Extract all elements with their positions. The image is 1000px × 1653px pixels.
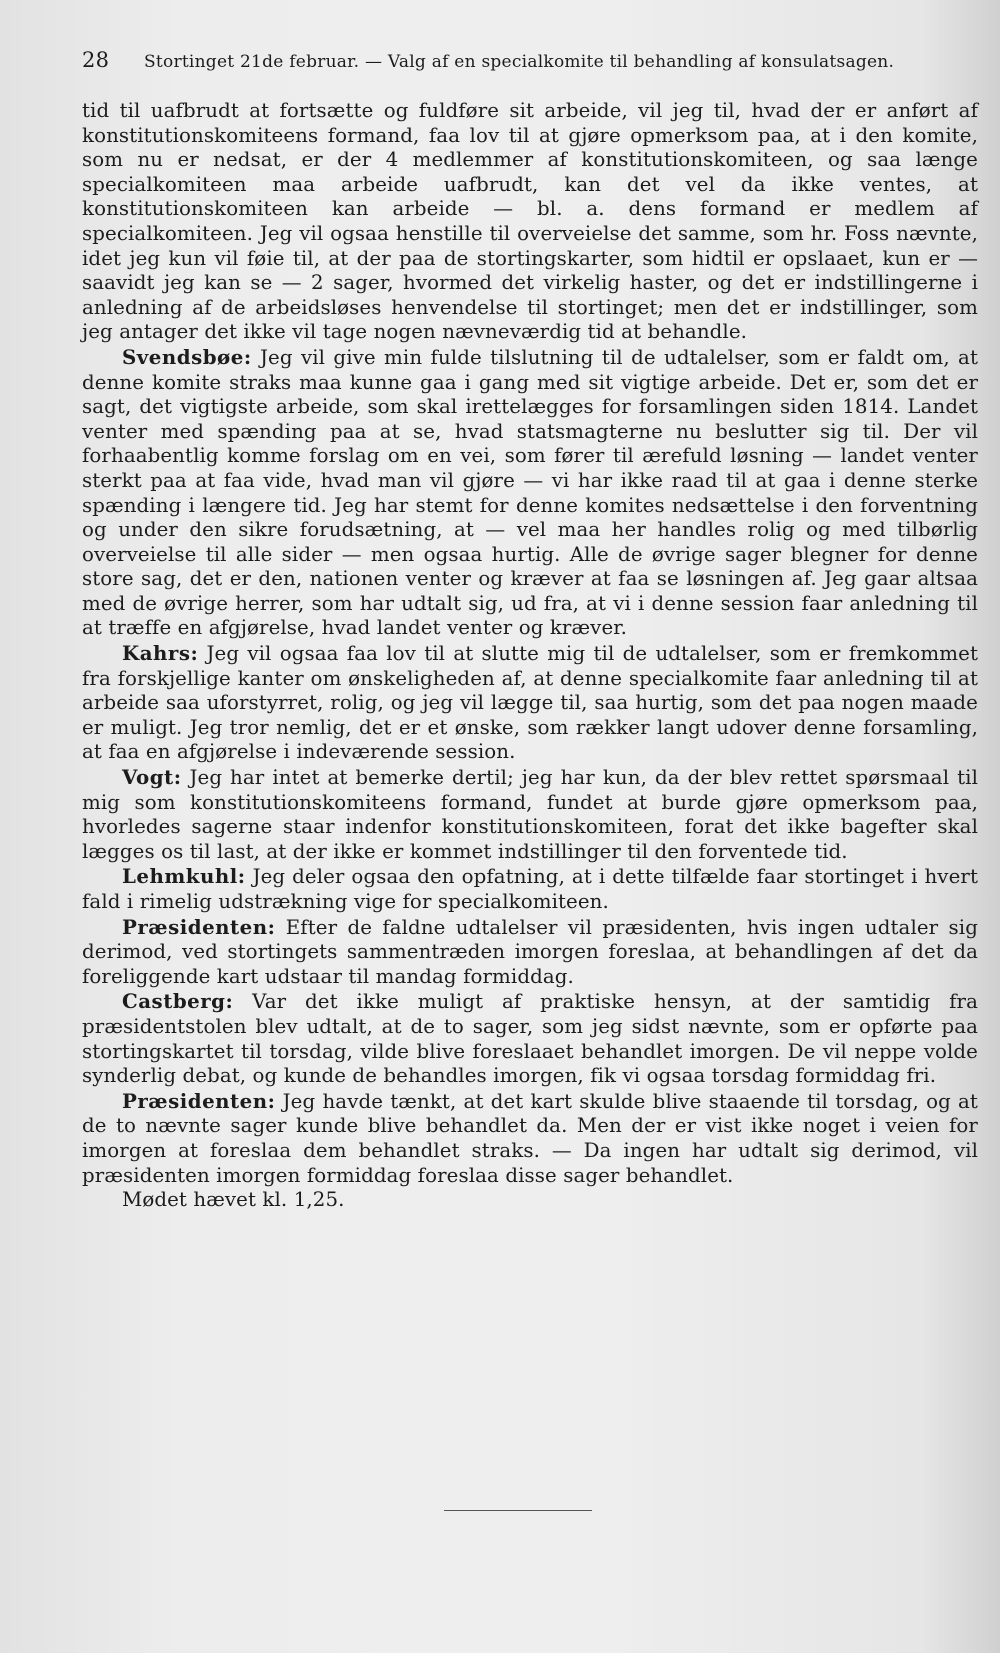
- speaker-name: Præsidenten:: [122, 914, 276, 939]
- paragraph-continued: [82, 99, 978, 345]
- end-rule: [444, 1510, 592, 1511]
- speaker-name: Castberg:: [122, 989, 234, 1014]
- speaker-name: Svendsbøe:: [122, 344, 252, 369]
- running-header: [82, 48, 972, 72]
- speech-text: Jeg havde tænkt, at det kart skulde blive staaende til torsdag, og at de to nævnte sager kunde blive behandlet da. Men der er vist ikke noget i veien for imorgen at foreslaa dem behandlet straks. — Da ingen har udtalt sig derimod, vil præsidenten imorgen formiddag foreslaa disse sager behandlet.: [82, 1089, 978, 1187]
- speech-praesidenten-1: [82, 915, 978, 990]
- closing-line: [82, 1188, 978, 1213]
- paragraph-text: tid til uafbrudt at fortsætte og fuldføre sit arbeide, vil jeg til, hvad der er anført af konstitutionskomiteens formand, faa lov til at gjøre opmerksom paa, at i den komite, som nu er nedsat, er der 4 medlemmer af konstitutionskomiteen, og saa længe specialkomiteen maa arbeide uafbrudt, kan det vel da ikke ventes, at konstitutionskomiteen kan arbeide — bl. a. dens formand er medlem af specialkomiteen. Jeg vil ogsaa henstille til overveielse det samme, som hr. Foss nævnte, idet jeg kun vil føie til, at der paa de stortingskarter, som hidtil er opslaaet, kun er — saavidt jeg kan se — 2 sager, hvormed det virkelig haster, og det er indstillingerne i anledning af de arbeidsløses henvendelse til stortinget; men det er indstillinger, som jeg antager det ikke vil tage nogen nævneværdig tid at behandle.: [82, 99, 978, 344]
- speech-kahrs: [82, 641, 978, 765]
- speech-text: Jeg har intet at bemerke dertil; jeg har kun, da der blev rettet spørsmaal til mig som konstitutionskomiteens formand, fundet at burde gjøre opmerksom paa, hvorledes sagerne staar indenfor konstitutionskomiteen, forat det ikke bagefter skal lægges os til last, at der ikke er kommet indstillinger til den forventede tid.: [82, 766, 979, 863]
- speech-lehmkuhl: [82, 864, 978, 914]
- running-title: Stortinget 21de februar. — Valg af en specialkomite til behandling af konsulatsagen.: [144, 52, 895, 72]
- speech-praesidenten-2: [82, 1089, 978, 1188]
- document-body: [82, 99, 978, 1213]
- speech-text: Jeg vil ogsaa faa lov til at slutte mig til de udtalelser, som er fremkommet fra forskjellige kanter om ønskeligheden af, at denne specialkomite faar anledning til at arbeide saa uforstyrret, rolig, og jeg vil lægge til, saa hurtig, som det paa nogen maade er muligt. Jeg tror nemlig, det er et ønske, som rækker langt udover denne forsamling, at faa en afgjørelse i indeværende session.: [82, 642, 978, 764]
- speech-text: Var det ikke muligt af praktiske hensyn, at der samtidig fra præsidentstolen blev udtalt, at de to sager, som jeg sidst nævnte, som er opførte paa stortingskartet til torsdag, vilde blive foreslaaet behandlet imorgen. De vil neppe volde synderlig debat, og kunde de behandles imorgen, fik vi ogsaa torsdag formiddag fri.: [82, 990, 978, 1088]
- speaker-name: Vogt:: [122, 765, 182, 790]
- speaker-name: Kahrs:: [122, 641, 199, 666]
- speech-text: Jeg vil give min fulde tilslutning til de udtalelser, som er faldt om, at denne komite straks maa kunne gaa i gang med sit vigtige arbeide. Det er, som det er sagt, det vigtigste arbeide, som skal irettelægges for forsamlingen siden 1814. Landet venter med spænding paa at se, hvad statsmagterne nu beslutter sig til. Der vil forhaabentlig komme forslag om en vei, som fører til ærefuld løsning — landet venter sterkt paa at faa vide, hvad man vil gjøre — vi har ikke raad til at gaa i denne sterke spænding i længere tid. Jeg har stemt for denne komites nedsættelse i den forventning og under den sikre forudsætning, at — vel maa her handles rolig og med tilbørlig overveielse til alle sider — men ogsaa hurtig. Alle de øvrige sager blegner for denne store sag, det er den, nationen venter og kræver at faa se løsningen af. Jeg gaar altsaa med de øvrige herrer, som har udtalt sig, ud fra, at vi i denne session faar anledning til at træffe en afgjørelse, hvad landet venter og kræver.: [82, 345, 979, 640]
- page-number: 28: [82, 48, 110, 72]
- speech-text: Jeg deler ogsaa den opfatning, at i dette tilfælde faar stortinget i hvert fald i rimelig udstrækning vige for specialkomiteen.: [82, 865, 978, 913]
- speaker-name: Lehmkuhl:: [122, 864, 246, 889]
- speech-text: Efter de faldne udtalelser vil præsidenten, hvis ingen udtaler sig derimod, ved stortingets sammentræden imorgen foreslaa, at behandlingen af det da foreliggende kart udstaar til mandag formiddag.: [82, 915, 978, 988]
- speech-vogt: [82, 765, 978, 864]
- speech-svendsboe: [82, 345, 978, 641]
- speech-castberg: [82, 989, 978, 1088]
- speaker-name: Præsidenten:: [122, 1088, 276, 1113]
- closing-text: Mødet hævet kl. 1,25.: [122, 1188, 345, 1212]
